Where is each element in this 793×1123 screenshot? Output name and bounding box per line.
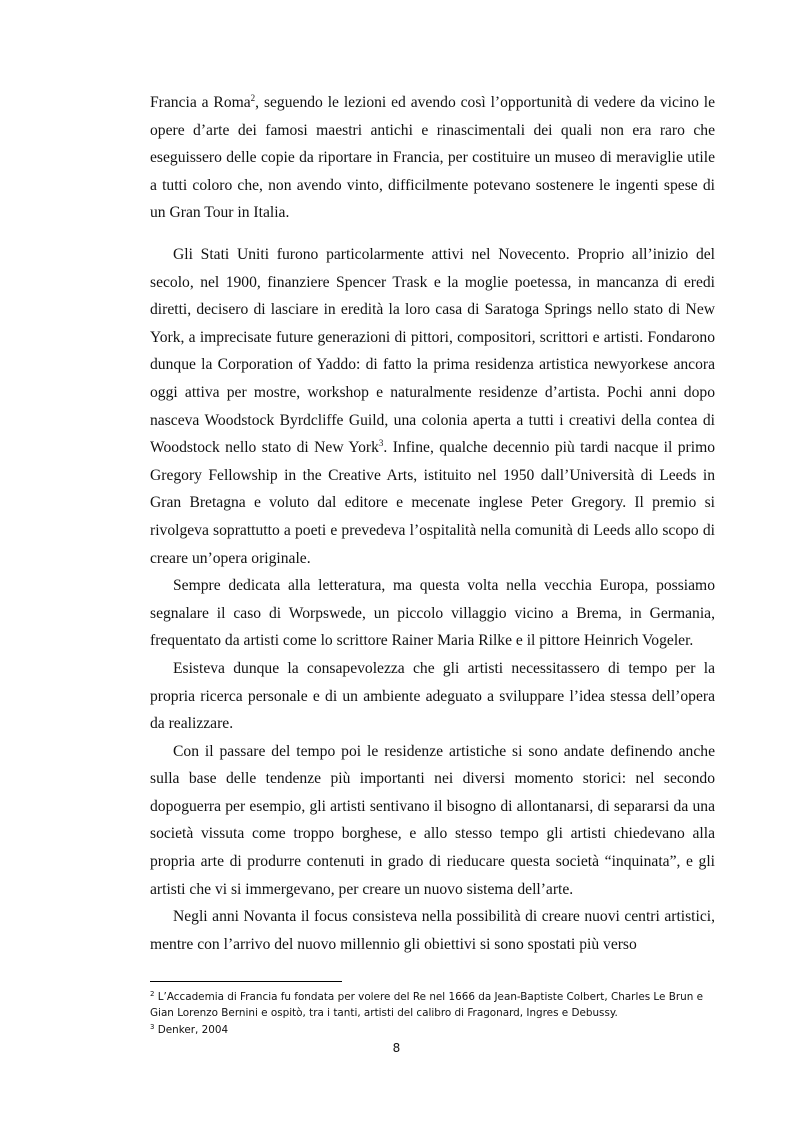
paragraph-2 [150, 241, 715, 572]
text-segment: Francia a Roma [150, 94, 251, 111]
text-segment: , seguendo le lezioni ed avendo così l’opportunità di vedere da vicino le opere d’arte dei famosi maestri antichi e rinascimentali dei quali non era raro che eseguissero delle copie da riportare in Francia, per costituire un museo di meraviglie utile a tutti coloro che, non avendo vinto, difficilmente potevano sostenere le ingenti spese di un Gran Tour in Italia. [150, 94, 715, 222]
footnote-3 [150, 1022, 717, 1038]
footnote-text: Denker, 2004 [154, 1023, 229, 1036]
text-segment: Esisteva dunque la consapevolezza che gli artisti necessitassero di tempo per la propria ricerca personale e di un ambiente adeguato a sviluppare l’idea stessa dell’opera da realizzare. [150, 659, 715, 733]
footnote-marker: 3 [150, 1022, 155, 1031]
paragraph-1 [150, 89, 715, 227]
footnote-separator [150, 981, 342, 982]
text-segment: Sempre dedicata alla letteratura, ma questa volta nella vecchia Europa, possiamo segnalare il caso di Worpswede, un piccolo villaggio vicino a Brema, in Germania, frequentato da artisti come lo scrittore Rainer Maria Rilke e il pittore Heinrich Vogeler. [150, 577, 715, 650]
footnote-2 [150, 989, 717, 1022]
paragraph-6 [150, 903, 715, 958]
text-segment: Negli anni Novanta il focus consisteva nella possibilità di creare nuovi centri artistici, mentre con l’arrivo del nuovo millennio gli obiettivi si sono spostati più verso [150, 908, 715, 953]
text-segment: Gli Stati Uniti furono particolarmente attivi nel Novecento. Proprio all’inizio del secolo, nel 1900, finanziere Spencer Trask e la moglie poetessa, in mancanza di eredi diretti, decisero di lasciare in eredità la loro casa di Saratoga Springs nello stato di New York, a imprecisate future generazioni di pittori, compositori, scrittori e artisti. Fondarono dunque la Corporation of Yaddo: di fatto la prima residenza artistica newyorkese ancora oggi attiva per mostre, workshop e naturalmente residenze d’artista. Pochi anni dopo nasceva Woodstock Byrdcliffe Guild, una colonia aperta a tutti i creativi della contea di Woodstock nello stato di New York [150, 246, 715, 457]
paragraph-5 [150, 738, 715, 904]
page-number: 8 [392, 1041, 401, 1055]
paragraph-4 [150, 655, 715, 738]
footnote-ref-3[interactable]: 3 [378, 438, 384, 449]
paragraph-3 [150, 572, 715, 655]
footnote-marker: 2 [150, 990, 155, 998]
footnote-text: L’Accademia di Francia fu fondata per volere del Re nel 1666 da Jean-Baptiste Colbert, Charles Le Brun e Gian Lorenzo Bernini e ospitò, tra i tanti, artisti del calibro di Fragonard, Ingres e Debussy. [150, 991, 704, 1020]
footnotes [150, 989, 717, 1038]
text-segment: Con il passare del tempo poi le residenze artistiche si sono andate definendo anche sulla base delle tendenze più importanti nei diversi momento storici: nel secondo dopoguerra per esempio, gli artisti sentivano il bisogno di allontanarsi, di separarsi da una società vissuta come troppo borghese, e allo stesso tempo gli artisti chiedevano alla propria arte di produrre contenuti in grado di rieducare questa società “inquinata”, e gli artisti che vi si immergevano, per creare un nuovo sistema dell’arte. [150, 742, 715, 898]
body-text [150, 89, 715, 227]
footnote-ref-2[interactable]: 2 [250, 93, 256, 103]
body-text-2 [150, 241, 715, 958]
text-segment: . Infine, qualche decennio più tardi nacque il primo Gregory Fellowship in the Creative Arts, istituito nel 1950 dall’Università di Leeds in Gran Bretagna e voluto dal editore e mecenate inglese Peter Gregory. Il premio si rivolgeva soprattutto a poeti e prevedeva l’ospitalità nella comunità di Leeds allo scopo di creare un’opera originale. [150, 439, 715, 567]
